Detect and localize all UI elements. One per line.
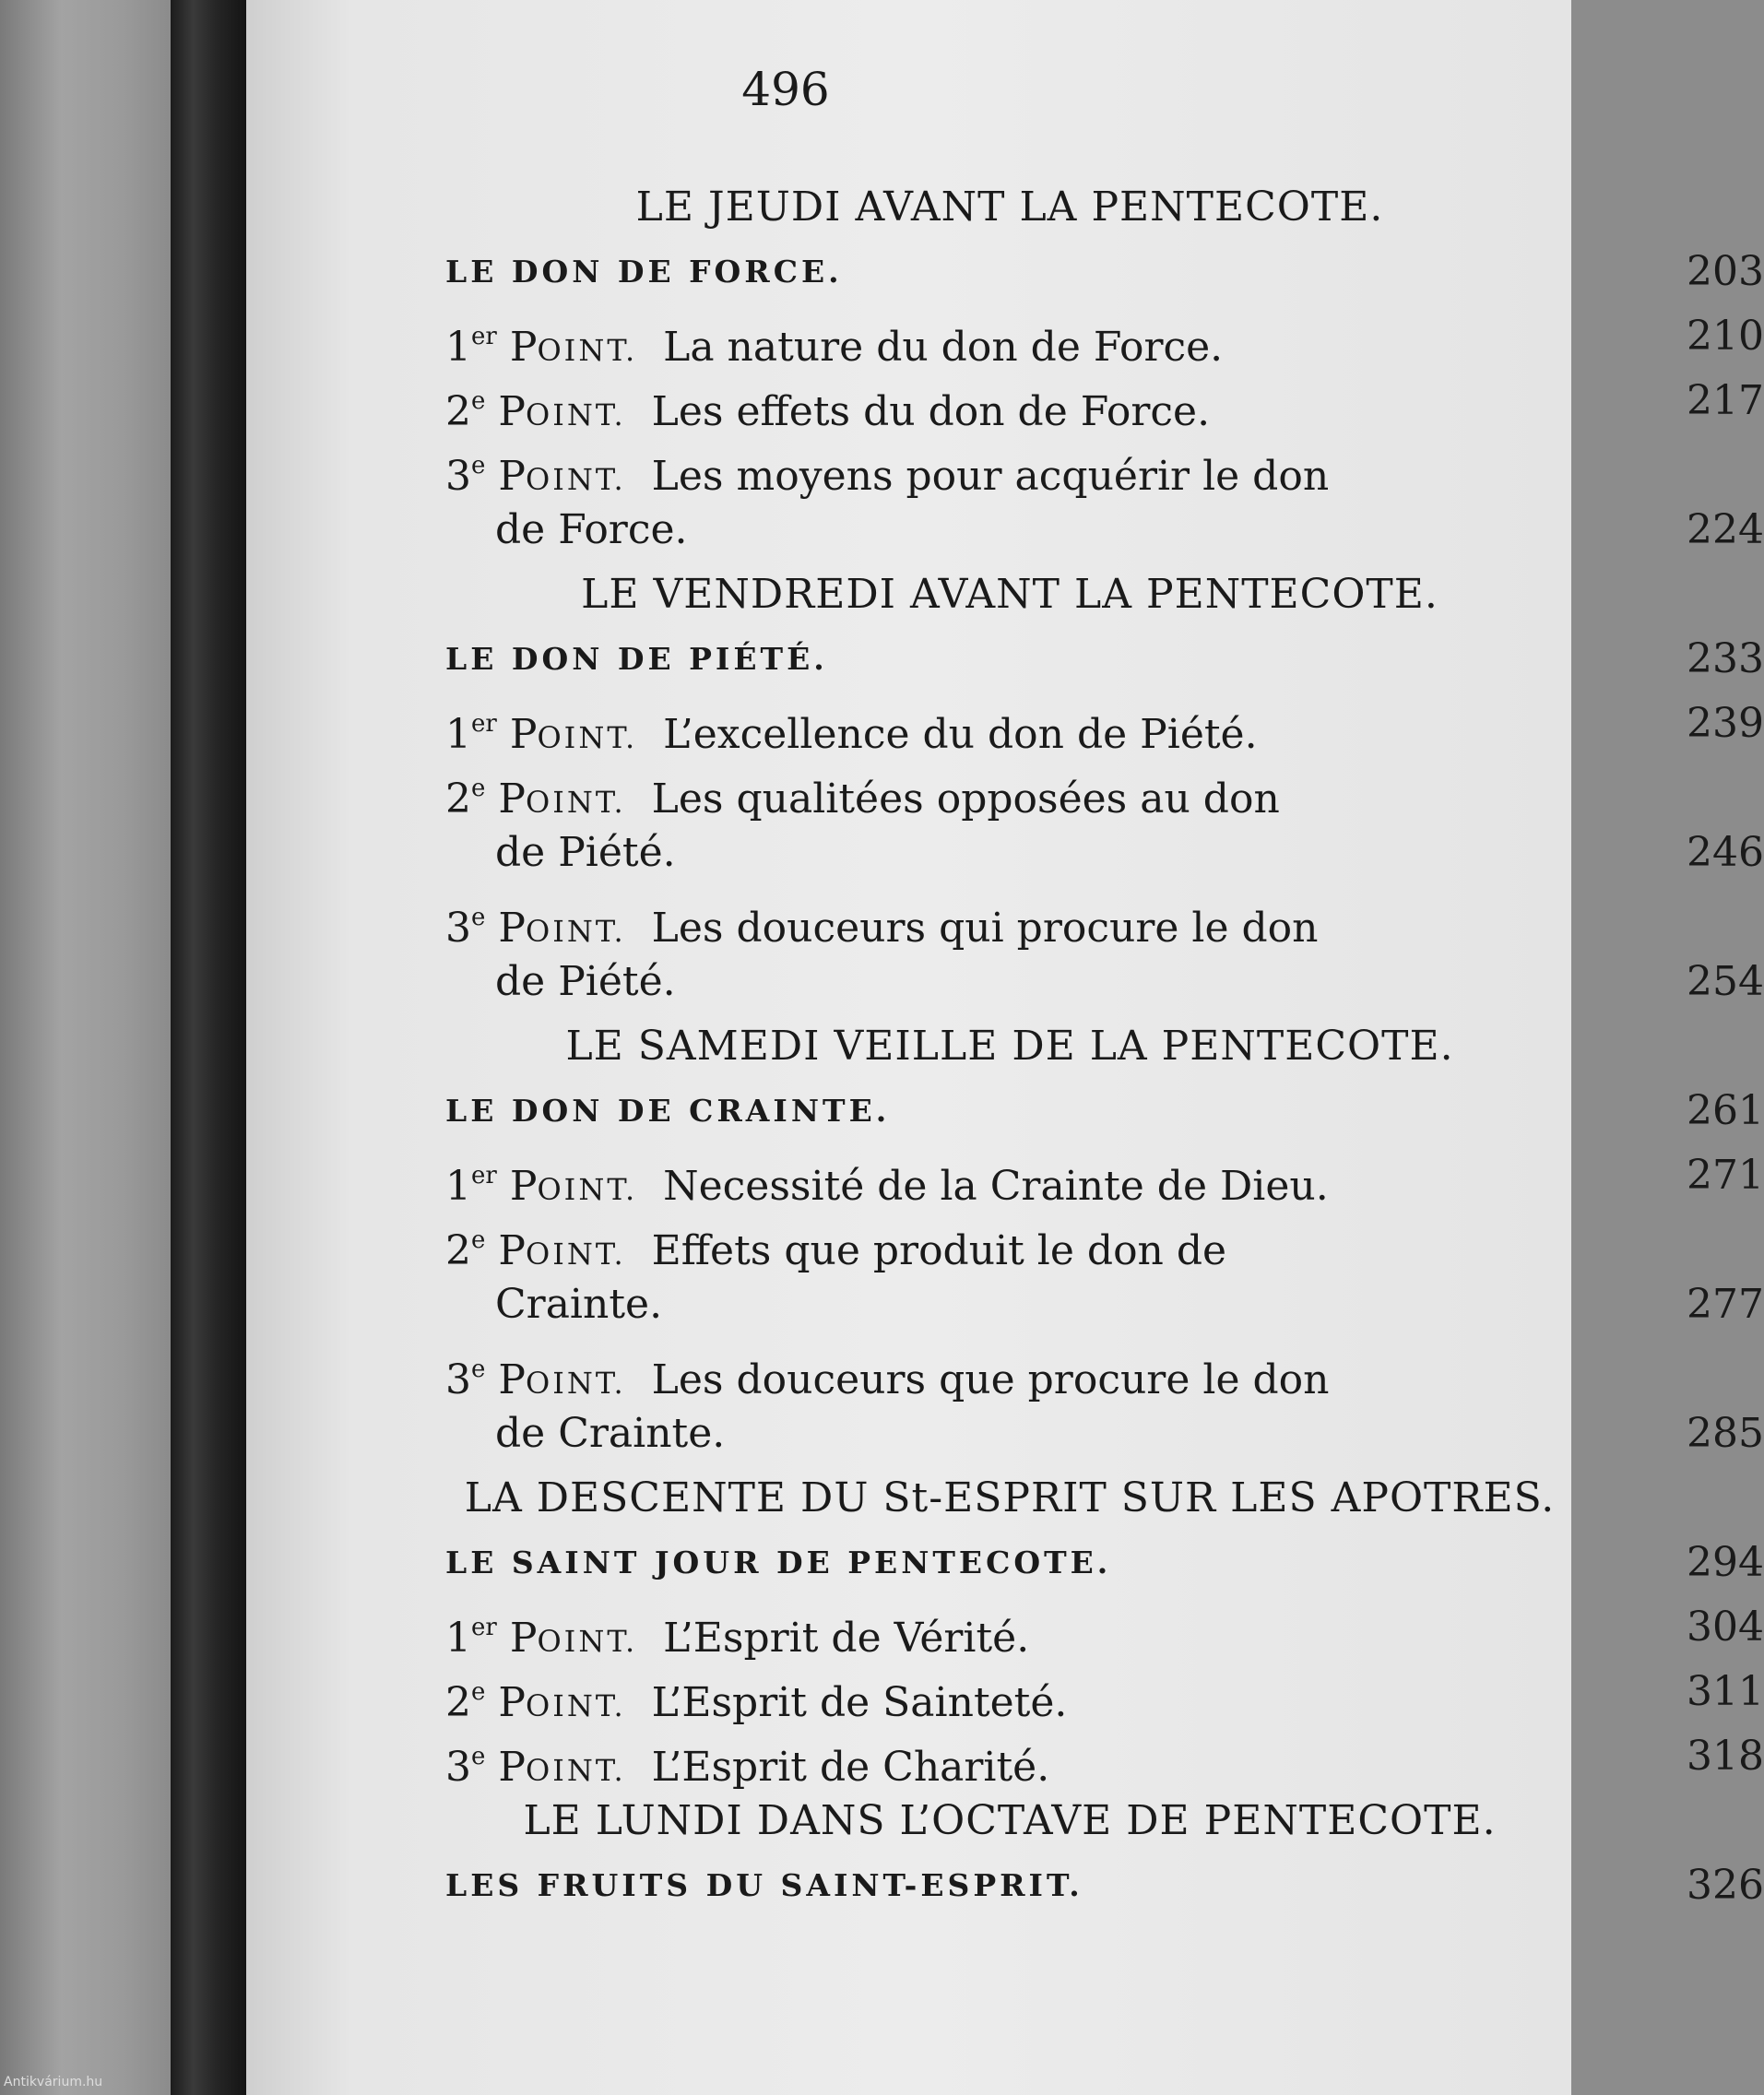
point-continuation xyxy=(445,950,1764,1014)
point-entry xyxy=(445,1660,1764,1724)
point-label xyxy=(498,1744,625,1791)
page-ref: 285 xyxy=(1687,1410,1764,1457)
section-subheading xyxy=(445,1853,1764,1918)
point-text: Les effets du don de Force. xyxy=(651,388,1211,435)
ordinal-number: 2 xyxy=(445,1227,471,1274)
point-label-rest: OINT. xyxy=(537,720,638,755)
point-label-initial: P xyxy=(498,388,526,435)
page-ref: 304 xyxy=(1687,1604,1764,1651)
point-text: Effets que produit le don de xyxy=(651,1227,1227,1274)
ordinal-suffix: e xyxy=(471,452,486,479)
ordinal-number: 1 xyxy=(445,711,471,758)
page-ref: 277 xyxy=(1687,1281,1764,1328)
point-label xyxy=(498,1356,625,1403)
section-heading: LE VENDREDI AVANT LA PENTECOTE. xyxy=(581,571,1438,618)
page-ref: 239 xyxy=(1687,700,1764,747)
page-ref: 318 xyxy=(1687,1733,1764,1780)
point-label-rest: OINT. xyxy=(537,333,638,368)
point-entry xyxy=(445,1208,1764,1272)
page-ref: 217 xyxy=(1687,377,1764,424)
ordinal-suffix: e xyxy=(471,1743,486,1770)
point-text: L’Esprit de Charité. xyxy=(651,1744,1050,1791)
point-label xyxy=(498,775,625,823)
continuation-text: de Piété. xyxy=(495,958,676,1005)
point-label-initial: P xyxy=(498,775,526,823)
ordinal-suffix: er xyxy=(471,323,497,350)
point-text: Les moyens pour acquérir le don xyxy=(651,453,1330,500)
point-label xyxy=(498,388,625,435)
point-label-rest: OINT. xyxy=(537,1172,638,1207)
point-entry xyxy=(445,369,1764,433)
section-heading: LE JEUDI AVANT LA PENTECOTE. xyxy=(635,183,1384,231)
ordinal-number: 2 xyxy=(445,388,471,435)
point-continuation xyxy=(445,1402,1764,1466)
ordinal-number: 2 xyxy=(445,1679,471,1726)
ordinal-suffix: e xyxy=(471,1355,486,1383)
page-ref: 224 xyxy=(1687,506,1764,553)
point-label xyxy=(498,453,625,500)
point-label xyxy=(510,711,637,758)
point-entry xyxy=(445,885,1764,950)
ordinal-number: 3 xyxy=(445,1744,471,1791)
point-text: La nature du don de Force. xyxy=(663,324,1224,371)
point-label-rest: OINT. xyxy=(526,1688,626,1723)
section-subheading xyxy=(445,1079,1764,1143)
point-continuation xyxy=(445,498,1764,562)
point-text: L’Esprit de Sainteté. xyxy=(651,1679,1068,1726)
page-ref: 233 xyxy=(1687,635,1764,682)
section-subheading xyxy=(445,627,1764,692)
point-entry xyxy=(445,1337,1764,1402)
ordinal-suffix: e xyxy=(471,1678,486,1706)
point-label-initial: P xyxy=(498,1679,526,1726)
point-continuation xyxy=(445,821,1764,885)
page-number: 496 xyxy=(741,63,830,116)
book-page xyxy=(246,0,1764,2095)
ordinal-number: 3 xyxy=(445,1356,471,1403)
page-ref: 254 xyxy=(1687,958,1764,1005)
point-label-rest: OINT. xyxy=(537,1624,638,1659)
page-ref: 246 xyxy=(1687,829,1764,876)
point-ordinal xyxy=(445,1227,485,1274)
point-text: Necessité de la Crainte de Dieu. xyxy=(663,1163,1329,1210)
point-label-initial: P xyxy=(509,1615,538,1662)
point-label-rest: OINT. xyxy=(526,914,626,949)
point-ordinal xyxy=(445,453,485,500)
ordinal-number: 3 xyxy=(445,453,471,500)
continuation-text: de Force. xyxy=(495,506,688,553)
section-subheading xyxy=(445,240,1764,304)
point-ordinal xyxy=(445,388,485,435)
point-entry xyxy=(445,692,1764,756)
page-ref: 326 xyxy=(1687,1862,1764,1909)
point-text: Les douceurs qui procure le don xyxy=(651,905,1319,952)
ordinal-suffix: er xyxy=(471,1614,497,1641)
point-text: Les douceurs que procure le don xyxy=(651,1356,1330,1403)
book-spine xyxy=(171,0,246,2095)
ordinal-suffix: er xyxy=(471,710,497,738)
point-text: L’Esprit de Vérité. xyxy=(663,1615,1030,1662)
subheading-text: LE DON DE PIÉTÉ. xyxy=(445,641,828,677)
ordinal-number: 3 xyxy=(445,905,471,952)
section-heading: LE SAMEDI VEILLE DE LA PENTECOTE. xyxy=(565,1023,1454,1070)
point-entry xyxy=(445,756,1764,821)
point-ordinal xyxy=(445,1615,497,1662)
point-continuation xyxy=(445,1272,1764,1337)
point-label-initial: P xyxy=(498,905,526,952)
point-label-initial: P xyxy=(498,1356,526,1403)
ordinal-number: 1 xyxy=(445,1615,471,1662)
point-label xyxy=(498,1227,625,1274)
section-heading: LE LUNDI DANS L’OCTAVE DE PENTECOTE. xyxy=(523,1797,1497,1844)
continuation-text: Crainte. xyxy=(495,1281,663,1328)
point-label-initial: P xyxy=(509,711,538,758)
ordinal-number: 1 xyxy=(445,1163,471,1210)
point-ordinal xyxy=(445,324,497,371)
page-ref: 311 xyxy=(1687,1668,1764,1715)
point-label xyxy=(498,905,625,952)
ordinal-suffix: e xyxy=(471,904,486,931)
point-ordinal xyxy=(445,1356,485,1403)
point-label-rest: OINT. xyxy=(526,785,626,820)
page-ref: 271 xyxy=(1687,1152,1764,1199)
point-label-rest: OINT. xyxy=(526,1237,626,1272)
point-label xyxy=(498,1679,625,1726)
point-label-initial: P xyxy=(498,1744,526,1791)
point-label xyxy=(510,1163,637,1210)
page-ref: 210 xyxy=(1687,313,1764,360)
table-of-contents xyxy=(445,175,1764,1918)
point-label-rest: OINT. xyxy=(526,1753,626,1788)
point-label-rest: OINT. xyxy=(526,397,626,432)
point-ordinal xyxy=(445,905,485,952)
ordinal-suffix: er xyxy=(471,1162,497,1190)
ordinal-suffix: e xyxy=(471,775,486,802)
point-label-initial: P xyxy=(498,453,526,500)
point-label-rest: OINT. xyxy=(526,1366,626,1401)
point-text: Les qualitées opposées au don xyxy=(651,775,1280,823)
point-ordinal xyxy=(445,1744,485,1791)
point-entry xyxy=(445,433,1764,498)
point-entry xyxy=(445,1595,1764,1660)
ordinal-number: 2 xyxy=(445,775,471,823)
page-ref: 294 xyxy=(1687,1539,1764,1586)
subheading-text: LE DON DE FORCE. xyxy=(445,254,843,290)
continuation-text: de Crainte. xyxy=(495,1410,726,1457)
continuation-text: de Piété. xyxy=(495,829,676,876)
point-label-initial: P xyxy=(509,324,538,371)
point-label-initial: P xyxy=(509,1163,538,1210)
point-label xyxy=(510,1615,637,1662)
point-label-rest: OINT. xyxy=(526,462,626,497)
watermark-credit: Antikvárium.hu xyxy=(4,2075,103,2089)
point-entry xyxy=(445,1724,1764,1789)
ordinal-number: 1 xyxy=(445,324,471,371)
ordinal-suffix: e xyxy=(471,1226,486,1254)
ordinal-suffix: e xyxy=(471,387,486,415)
point-label xyxy=(510,324,637,371)
subheading-text: LES FRUITS DU SAINT-ESPRIT. xyxy=(445,1867,1083,1903)
section-heading: LA DESCENTE DU St-ESPRIT SUR LES APOTRES. xyxy=(464,1474,1556,1521)
point-label-initial: P xyxy=(498,1227,526,1274)
section-subheading xyxy=(445,1531,1764,1595)
point-ordinal xyxy=(445,1679,485,1726)
page-ref: 261 xyxy=(1687,1087,1764,1134)
point-entry xyxy=(445,1143,1764,1208)
point-text: L’excellence du don de Piété. xyxy=(663,711,1258,758)
subheading-text: LE SAINT JOUR DE PENTECOTE. xyxy=(445,1545,1112,1580)
subheading-text: LE DON DE CRAINTE. xyxy=(445,1093,891,1129)
point-ordinal xyxy=(445,711,497,758)
facing-page-edge xyxy=(0,0,175,2095)
point-entry xyxy=(445,304,1764,369)
point-ordinal xyxy=(445,1163,497,1210)
page-ref: 203 xyxy=(1687,248,1764,295)
point-ordinal xyxy=(445,775,485,823)
